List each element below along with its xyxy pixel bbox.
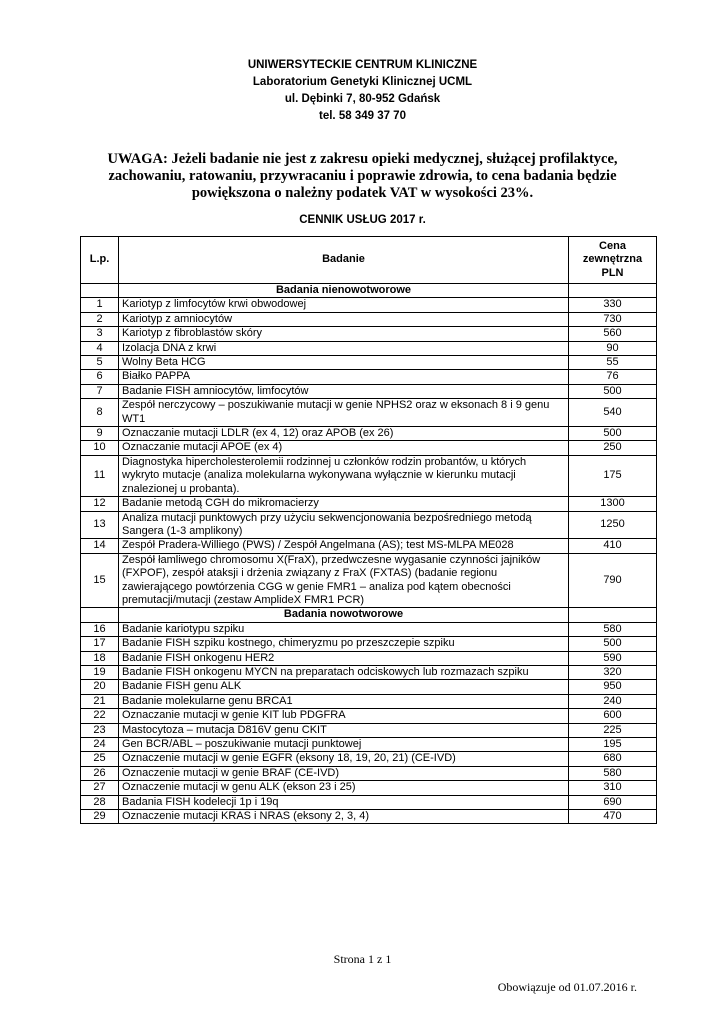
row-badanie: Zespół nerczycowy – poszukiwanie mutacji w genie NPHS2 oraz w eksonach 8 i 9 genu WT1 [119, 399, 569, 427]
table-row [81, 327, 657, 341]
row-badanie: Kariotyp z amniocytów [119, 312, 569, 326]
row-price: 90 [569, 341, 657, 355]
row-lp: 10 [81, 441, 119, 455]
table-row [81, 356, 657, 370]
row-price: 76 [569, 370, 657, 384]
table-header-row [81, 237, 657, 284]
row-price: 690 [569, 795, 657, 809]
table-row [81, 384, 657, 398]
row-badanie: Badanie FISH szpiku kostnego, chimeryzmu po przeszczepie szpiku [119, 637, 569, 651]
row-price: 195 [569, 738, 657, 752]
row-lp: 13 [81, 511, 119, 539]
table-row [81, 511, 657, 539]
table-row [81, 752, 657, 766]
row-badanie: Mastocytoza – mutacja D816V genu CKIT [119, 723, 569, 737]
row-badanie: Badanie kariotypu szpiku [119, 622, 569, 636]
warning-line-2: zachowaniu, ratowaniu, przywracaniu i poprawie zdrowia, to cena badania będzie [108, 168, 617, 184]
row-price: 175 [569, 455, 657, 496]
row-lp: 21 [81, 694, 119, 708]
row-lp: 26 [81, 766, 119, 780]
row-lp: 23 [81, 723, 119, 737]
header-lp: L.p. [81, 237, 119, 284]
table-row [81, 312, 657, 326]
table-row [81, 370, 657, 384]
price-list-title: CENNIK USŁUG 2017 r. [299, 214, 426, 226]
table-row [81, 781, 657, 795]
row-badanie: Gen BCR/ABL – poszukiwanie mutacji punktowej [119, 738, 569, 752]
row-badanie: Oznaczenie mutacji w genie BRAF (CE-IVD) [119, 766, 569, 780]
row-lp: 12 [81, 497, 119, 511]
table-row [81, 738, 657, 752]
table-row [81, 341, 657, 355]
table-row [81, 637, 657, 651]
row-price: 240 [569, 694, 657, 708]
row-price: 470 [569, 810, 657, 824]
institution-header [0, 57, 725, 125]
row-price: 590 [569, 651, 657, 665]
header-line-3: ul. Dębinki 7, 80-952 Gdańsk [284, 93, 441, 105]
row-badanie: Kariotyp z limfocytów krwi obwodowej [119, 298, 569, 312]
table-row [81, 709, 657, 723]
row-badanie: Zespół Pradera-Williego (PWS) / Zespół Angelmana (AS); test MS-MLPA ME028 [119, 539, 569, 553]
row-price: 320 [569, 665, 657, 679]
row-badanie: Oznaczanie mutacji w genie KIT lub PDGFRA [119, 709, 569, 723]
price-table [80, 236, 657, 824]
row-price: 225 [569, 723, 657, 737]
row-lp: 18 [81, 651, 119, 665]
row-price: 330 [569, 298, 657, 312]
row-price: 310 [569, 781, 657, 795]
row-lp: 15 [81, 553, 119, 608]
row-badanie: Oznaczenie mutacji w genu ALK (ekson 23 i 25) [119, 781, 569, 795]
page-number: Strona 1 z 1 [333, 952, 392, 966]
table-row [81, 810, 657, 824]
row-lp: 27 [81, 781, 119, 795]
table-row [81, 399, 657, 427]
header-line-1: UNIWERSYTECKIE CENTRUM KLINICZNE [247, 59, 478, 71]
row-lp: 3 [81, 327, 119, 341]
table-row [81, 622, 657, 636]
row-lp: 19 [81, 665, 119, 679]
valid-from-date: Obowiązuje od 01.07.2016 r. [497, 980, 637, 994]
row-badanie: Wolny Beta HCG [119, 356, 569, 370]
row-lp: 29 [81, 810, 119, 824]
row-badanie: Oznaczenie mutacji w genie EGFR (eksony 18, 19, 20, 21) (CE-IVD) [119, 752, 569, 766]
header-line-4: tel. 58 349 37 70 [319, 110, 406, 122]
row-lp: 1 [81, 298, 119, 312]
row-badanie: Izolacja DNA z krwi [119, 341, 569, 355]
header-cena [569, 237, 657, 284]
row-price: 950 [569, 680, 657, 694]
table-row [81, 441, 657, 455]
table-row [81, 665, 657, 679]
row-price: 580 [569, 766, 657, 780]
section-row [81, 608, 657, 622]
row-price: 580 [569, 622, 657, 636]
row-price: 250 [569, 441, 657, 455]
row-lp: 17 [81, 637, 119, 651]
row-lp: 16 [81, 622, 119, 636]
table-row [81, 553, 657, 608]
table-row [81, 766, 657, 780]
table-row [81, 723, 657, 737]
row-lp: 25 [81, 752, 119, 766]
header-badanie: Badanie [119, 237, 569, 284]
header-cena-line-3: PLN [601, 266, 624, 279]
section-title-nowotworowe: Badania nowotworowe [119, 608, 569, 622]
header-cena-line-2: zewnętrzna [582, 253, 643, 266]
table-row [81, 795, 657, 809]
row-badanie: Oznaczenie mutacji KRAS i NRAS (eksony 2, 3, 4) [119, 810, 569, 824]
row-badanie: Badanie FISH onkogenu HER2 [119, 651, 569, 665]
section-row [81, 284, 657, 298]
row-badanie: Badanie metodą CGH do mikromacierzy [119, 497, 569, 511]
row-lp: 6 [81, 370, 119, 384]
row-badanie: Oznaczanie mutacji LDLR (ex 4, 12) oraz APOB (ex 26) [119, 427, 569, 441]
row-lp: 28 [81, 795, 119, 809]
row-price: 540 [569, 399, 657, 427]
table-row [81, 651, 657, 665]
row-price: 680 [569, 752, 657, 766]
row-badanie: Diagnostyka hipercholesterolemii rodzinnej u członków rodzin probantów, u których wykryto mutacje (analiza molekularna wykonywana wyłącznie w kierunku mutacji znalezionej u probanta). [119, 455, 569, 496]
row-lp: 4 [81, 341, 119, 355]
row-badanie: Badanie FISH genu ALK [119, 680, 569, 694]
row-lp: 20 [81, 680, 119, 694]
row-price: 55 [569, 356, 657, 370]
header-line-2: Laboratorium Genetyki Klinicznej UCML [252, 76, 473, 88]
row-lp: 22 [81, 709, 119, 723]
section-title-nienowotworowe: Badania nienowotworowe [119, 284, 569, 298]
row-badanie: Badanie molekularne genu BRCA1 [119, 694, 569, 708]
row-badanie: Białko PAPPA [119, 370, 569, 384]
row-lp: 24 [81, 738, 119, 752]
row-lp: 5 [81, 356, 119, 370]
row-lp: 7 [81, 384, 119, 398]
row-lp: 14 [81, 539, 119, 553]
row-price: 560 [569, 327, 657, 341]
table-row [81, 427, 657, 441]
row-badanie: Badanie FISH onkogenu MYCN na preparatach odciskowych lub rozmazach szpiku [119, 665, 569, 679]
table-row [81, 497, 657, 511]
row-price: 600 [569, 709, 657, 723]
row-price: 410 [569, 539, 657, 553]
row-badanie: Kariotyp z fibroblastów skóry [119, 327, 569, 341]
row-price: 1300 [569, 497, 657, 511]
row-lp: 8 [81, 399, 119, 427]
row-badanie: Badania FISH kodelecji 1p i 19q [119, 795, 569, 809]
row-badanie: Zespół łamliwego chromosomu X(FraX), przedwczesne wygasanie czynności jajników (FXPOF), zespół ataksji i drżenia związany z FraX (FXTAS) (badanie regionu zawierającego powtórzenia CGG w genie FMR1 – analiza pod kątem obecności premutacji/mutacji (zestaw AmplideX FMR1 PCR) [119, 553, 569, 608]
table-row [81, 455, 657, 496]
row-badanie: Badanie FISH amniocytów, limfocytów [119, 384, 569, 398]
row-badanie: Oznaczanie mutacji APOE (ex 4) [119, 441, 569, 455]
warning-line-3: powiększona o należny podatek VAT w wysokości 23%. [191, 185, 534, 201]
table-row [81, 298, 657, 312]
vat-warning [90, 151, 635, 202]
row-price: 1250 [569, 511, 657, 539]
row-price: 500 [569, 637, 657, 651]
row-lp: 2 [81, 312, 119, 326]
row-price: 790 [569, 553, 657, 608]
row-price: 500 [569, 384, 657, 398]
header-cena-line-1: Cena [599, 239, 626, 252]
row-badanie: Analiza mutacji punktowych przy użyciu sekwencjonowania bezpośredniego metodą Sangera (1-3 amplikony) [119, 511, 569, 539]
row-price: 730 [569, 312, 657, 326]
row-lp: 11 [81, 455, 119, 496]
warning-line-1: UWAGA: Jeżeli badanie nie jest z zakresu opieki medycznej, służącej profilaktyce, [107, 151, 618, 167]
table-row [81, 694, 657, 708]
row-price: 500 [569, 427, 657, 441]
table-row [81, 680, 657, 694]
row-lp: 9 [81, 427, 119, 441]
table-row [81, 539, 657, 553]
